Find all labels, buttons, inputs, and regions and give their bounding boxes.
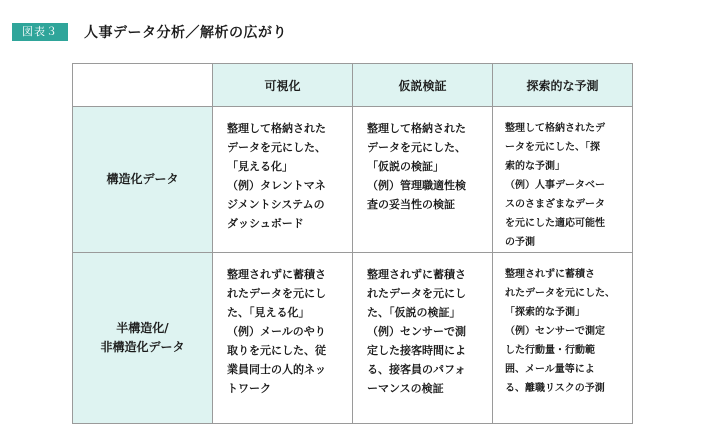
cell-line: た、「仮説の検証」 [367, 306, 461, 319]
column-header-visualization: 可視化 [213, 64, 353, 107]
cell-line: ーマンスの検証 [367, 382, 444, 395]
cell-line: スのさまざまなデータ [505, 199, 605, 210]
row-header-line: 非構造化データ [100, 340, 185, 354]
cell-line: 整理して格納された [367, 122, 466, 135]
cell-line: を元にした適応可能性 [505, 218, 605, 229]
figure-header [12, 20, 287, 44]
cell-line: る、接客員のパフォ [367, 363, 466, 376]
cell-line: 囲、メール量等によ [505, 364, 595, 375]
cell-line: 「探索的な予測」 [505, 307, 585, 318]
cell-line: 取りを元にした、従 [227, 344, 326, 357]
cell-line: （例）管理職適性検 [367, 179, 466, 192]
cell-line: れたデータを元にした、 [505, 288, 615, 299]
cell-line: る、離職リスクの予測 [505, 383, 605, 394]
cell-line: た、「見える化」 [227, 306, 310, 319]
cell-line: れたデータを元にし [227, 287, 326, 300]
cell-line: した行動量・行動範 [505, 345, 595, 356]
cell-line: 整理されずに蓄積さ [367, 268, 466, 281]
cell-line: データを元にした、 [367, 141, 466, 154]
table-row-semi-structured [73, 253, 633, 424]
cell-structured-hypothesis [353, 107, 493, 253]
cell-line: 業員同士の人的ネッ [227, 363, 326, 376]
cell-line: トワーク [227, 382, 271, 395]
figure-number-badge: 図表３ [12, 23, 68, 41]
cell-line: （例）人事データベー [505, 180, 605, 191]
cell-line: （例）タレントマネ [227, 179, 326, 192]
cell-line: ダッシュボード [227, 217, 304, 230]
table-row-structured [73, 107, 633, 253]
cell-line: 整理して格納されたデ [505, 123, 605, 134]
cell-line: （例）センサーで測定 [505, 326, 605, 337]
analysis-matrix-table [72, 63, 633, 424]
cell-line: 整理されずに蓄積さ [227, 268, 326, 281]
row-header-line: 構造化データ [106, 172, 179, 186]
cell-line: 「仮説の検証」 [367, 160, 444, 173]
cell-line: 索的な予測」 [505, 161, 565, 172]
cell-line: の予測 [505, 237, 535, 248]
cell-structured-visualization [213, 107, 353, 253]
cell-line: ータを元にした、「探 [505, 142, 600, 153]
cell-semi-structured-visualization [213, 253, 353, 424]
column-header-hypothesis-testing: 仮説検証 [353, 64, 493, 107]
cell-line: （例）センサーで測 [367, 325, 466, 338]
cell-semi-structured-hypothesis [353, 253, 493, 424]
cell-line: れたデータを元にし [367, 287, 466, 300]
row-header-semi-structured-data [73, 253, 213, 424]
cell-semi-structured-exploratory [493, 253, 633, 424]
cell-line: 整理されずに蓄積さ [505, 269, 595, 280]
row-header-line: 半構造化/ [116, 321, 169, 335]
corner-cell [73, 64, 213, 107]
row-header-structured-data [73, 107, 213, 253]
cell-structured-exploratory [493, 107, 633, 253]
cell-line: 査の妥当性の検証 [367, 198, 455, 211]
cell-line: （例）メールのやり [227, 325, 326, 338]
column-header-exploratory-prediction: 探索的な予測 [493, 64, 633, 107]
header-row [73, 64, 633, 107]
figure-title: 人事データ分析／解析の広がり [84, 25, 287, 41]
cell-line: データを元にした、 [227, 141, 326, 154]
cell-line: ジメントシステムの [227, 198, 325, 211]
cell-line: 整理して格納された [227, 122, 326, 135]
cell-line: 「見える化」 [227, 160, 293, 173]
cell-line: 定した接客時間によ [367, 344, 466, 357]
